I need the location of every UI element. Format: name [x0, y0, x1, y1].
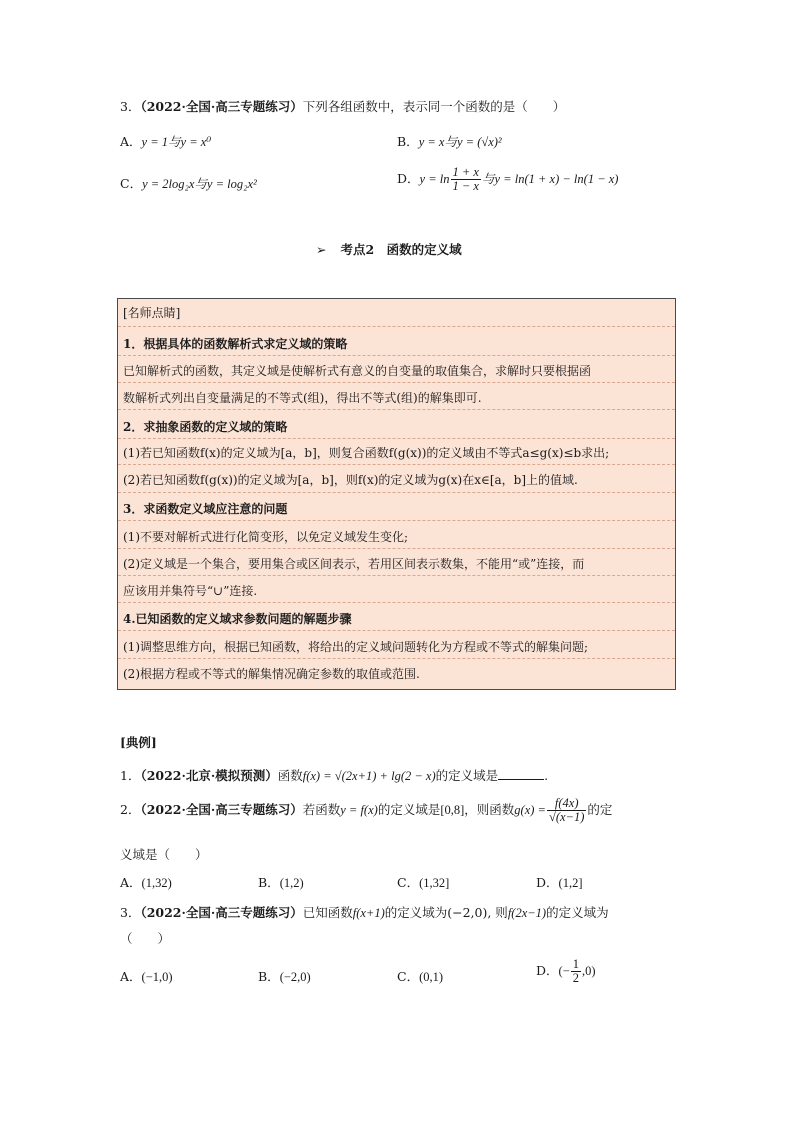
option-d	[536, 873, 582, 891]
option-label: B．	[397, 134, 419, 149]
option-d	[397, 166, 618, 193]
fraction-numerator: 1 + x	[452, 165, 479, 179]
option-value: (1,32]	[419, 876, 450, 890]
option-c	[120, 174, 257, 192]
question-source: （2022·北京·模拟预测）	[140, 768, 278, 783]
option-label: A．	[120, 875, 142, 890]
tips-line: (1)不要对解析式进行化简变形，以免定义域发生变化;	[123, 530, 409, 544]
question-number: 3．	[120, 905, 141, 920]
option-label: A．	[120, 969, 142, 984]
fraction-denominator: √(x−1)	[548, 810, 585, 825]
option-b	[258, 873, 304, 891]
option-label: D．	[536, 963, 559, 979]
question-text: 已知函数	[302, 905, 353, 920]
question-math: f(2x−1)	[507, 906, 547, 920]
question-text: 的定义域为	[546, 905, 609, 920]
option-b	[397, 132, 502, 150]
question-3-stem	[120, 97, 565, 115]
fraction-numerator: 1	[572, 957, 579, 971]
option-math: y = x与y = (√x)²	[418, 135, 502, 149]
question-number: 1．	[120, 768, 141, 783]
tips-line: 3．求函数定义域应注意的问题	[123, 502, 288, 516]
question-text: ，则函数	[464, 802, 515, 818]
option-label: B．	[258, 875, 280, 890]
question-math: [0,8]	[440, 803, 465, 818]
example-3-line2: （ ）	[120, 931, 171, 946]
question-text: 的定义域为(−2,0), 则	[384, 905, 508, 920]
fraction-numerator: f(4x)	[547, 797, 586, 811]
question-source: （2022·全国·高三专题练习）	[140, 802, 303, 818]
tips-line: (1)若已知函数f(x)的定义域为[a，b]，则复合函数f(g(x))的定义域由不等式a≤g(x)≤b求出;	[123, 446, 610, 460]
tips-line: (2)若已知函数f(g(x))的定义域为[a，b]，则f(x)的定义域为g(x)在x∈[a，b]上的值域.	[123, 473, 578, 487]
option-math: 与y = ln(1 + x) − ln(1 − x)	[481, 172, 619, 187]
question-text: 函数	[277, 768, 303, 783]
examples-header: [典例]	[120, 735, 157, 750]
option-label: A．	[120, 134, 142, 149]
question-math: f(x) = √(2x+1) + lg(2 − x)	[302, 769, 436, 783]
option-b	[258, 967, 311, 985]
answer-blank	[498, 767, 544, 780]
fraction	[451, 166, 481, 193]
tips-header: [名师点睛]	[123, 306, 181, 320]
option-a	[120, 873, 172, 891]
option-value: (−	[558, 964, 570, 979]
example-2-line2: 义域是（ ）	[120, 847, 208, 862]
question-text: 的定	[587, 802, 613, 818]
example-3	[120, 903, 609, 921]
tips-line: (1)调整思维方向，根据已知函数，将给出的定义域问题转化为方程或不等式的解集问题;	[123, 640, 589, 654]
option-value: (1,2)	[279, 876, 304, 890]
option-a	[120, 132, 211, 150]
option-math: y = 2log₂x与y = log₂x²	[142, 177, 257, 191]
tips-line: 4.已知函数的定义域求参数问题的解题步骤	[123, 612, 352, 626]
section-title: 考点2 函数的定义域	[340, 242, 462, 257]
option-a	[120, 967, 173, 985]
question-text: 的定义域是	[435, 768, 499, 783]
question-text: 若函数	[302, 802, 341, 818]
question-math: g(x) =	[514, 803, 546, 818]
option-label: D．	[536, 875, 559, 890]
tips-line: (2)根据方程或不等式的解集情况确定参数的取值或范围.	[123, 667, 420, 681]
question-math: y = f(x)	[340, 803, 378, 818]
fraction-denominator: 2	[572, 971, 579, 986]
option-d	[536, 958, 596, 985]
example-1	[120, 766, 548, 784]
question-text: 的定义域是	[377, 802, 441, 818]
question-math: f(x+1)	[352, 906, 385, 920]
option-c	[397, 873, 449, 891]
option-label: C．	[120, 176, 143, 191]
option-value: (−1,0)	[141, 970, 173, 984]
tips-line: 已知解析式的函数，其定义域是使解析式有意义的自变量的取值集合，求解时只要根据函	[123, 364, 592, 378]
tips-line: (2)定义域是一个集合，要用集合或区间表示，若用区间表示数集，不能用“或”连接，而	[123, 557, 585, 571]
tips-line: 数解析式列出自变量满足的不等式(组)，得出不等式(组)的解集即可.	[123, 391, 482, 405]
fraction	[547, 797, 586, 824]
option-value: (1,32)	[141, 876, 172, 890]
question-number: 3．	[120, 99, 141, 114]
option-value: (0,1)	[419, 970, 444, 984]
question-text: .	[544, 768, 549, 783]
example-2	[120, 797, 612, 824]
option-label: D．	[397, 171, 420, 187]
tips-box	[117, 298, 676, 690]
option-c	[397, 967, 443, 985]
fraction-denominator: 1 − x	[452, 179, 479, 194]
arrow-icon: ➢	[316, 242, 327, 257]
option-value: ,0)	[582, 964, 596, 979]
tips-line: 2．求抽象函数的定义域的策略	[123, 420, 288, 434]
option-value: (1,2]	[558, 876, 583, 890]
option-label: C．	[397, 969, 420, 984]
option-value: (−2,0)	[279, 970, 311, 984]
question-source: （2022·全国·高三专题练习）	[140, 99, 303, 114]
option-math: y = 1与y = x⁰	[141, 135, 212, 149]
question-text: 下列各组函数中，表示同一个函数的是（ ）	[302, 99, 566, 114]
tips-line: 1．根据具体的函数解析式求定义域的策略	[123, 337, 348, 351]
option-label: B．	[258, 969, 280, 984]
tips-line: 应该用并集符号“∪”连接.	[123, 584, 258, 598]
option-math: y = ln	[419, 172, 450, 187]
question-number: 2．	[120, 802, 141, 818]
fraction	[571, 958, 581, 985]
section-heading	[316, 240, 462, 258]
option-label: C．	[397, 875, 420, 890]
question-source: （2022·全国·高三专题练习）	[140, 905, 303, 920]
